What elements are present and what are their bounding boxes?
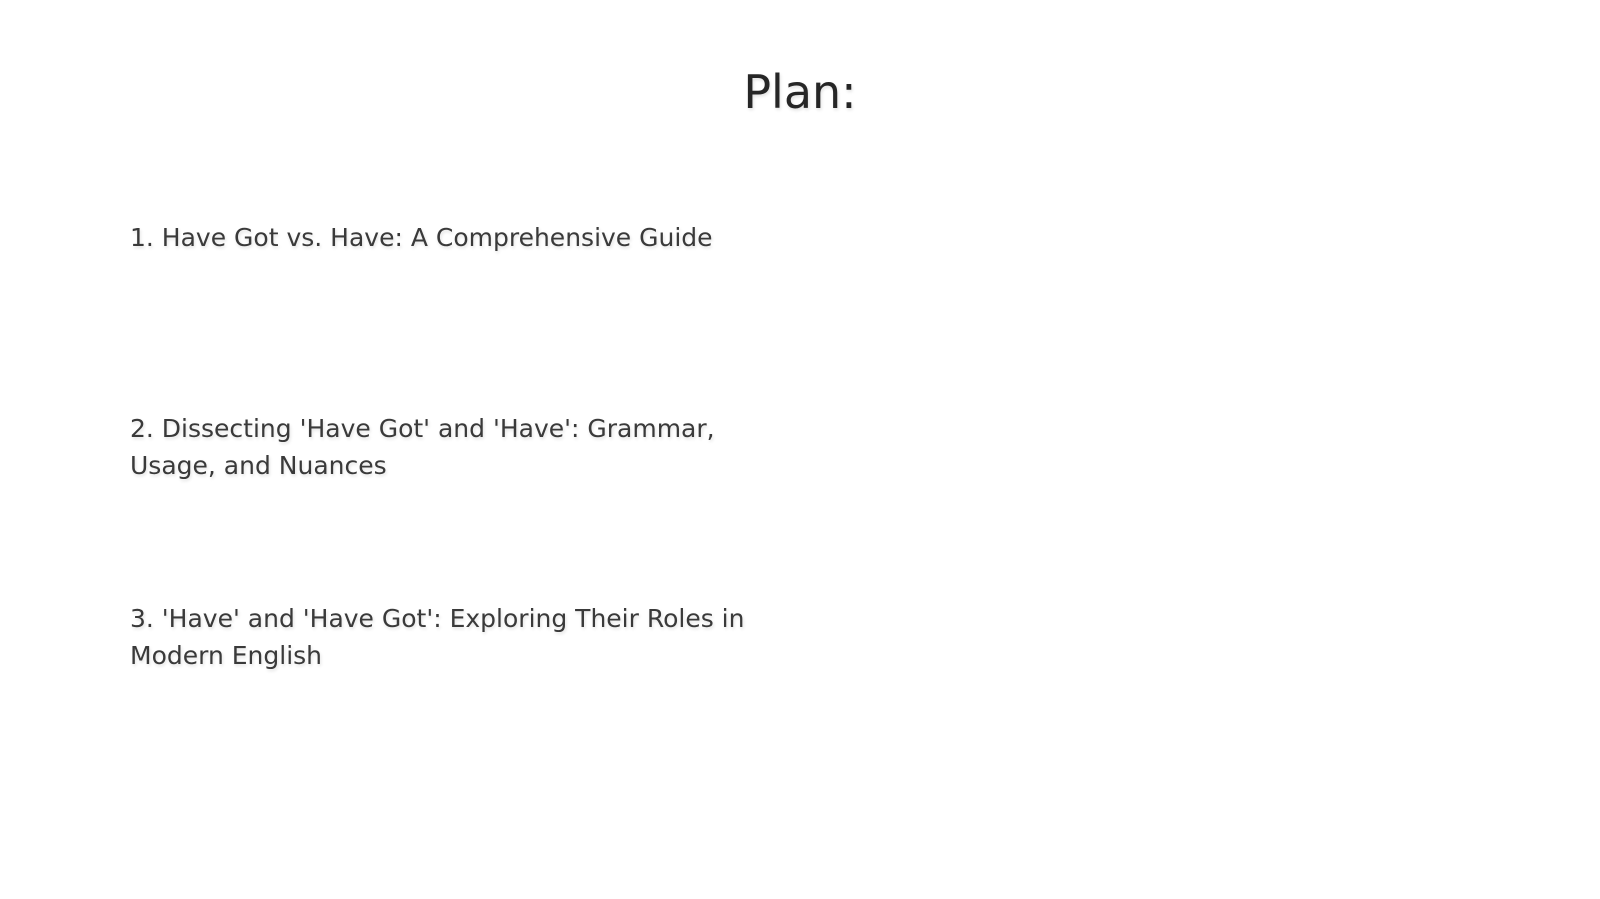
slide-title: Plan:: [743, 65, 857, 119]
plan-item-3: 3. 'Have' and 'Have Got': Exploring Their Roles in Modern English: [130, 604, 745, 670]
plan-item-1: 1. Have Got vs. Have: A Comprehensive Guide: [130, 223, 713, 252]
plan-item-2: 2. Dissecting 'Have Got' and 'Have': Grammar, Usage, and Nuances: [130, 414, 715, 480]
